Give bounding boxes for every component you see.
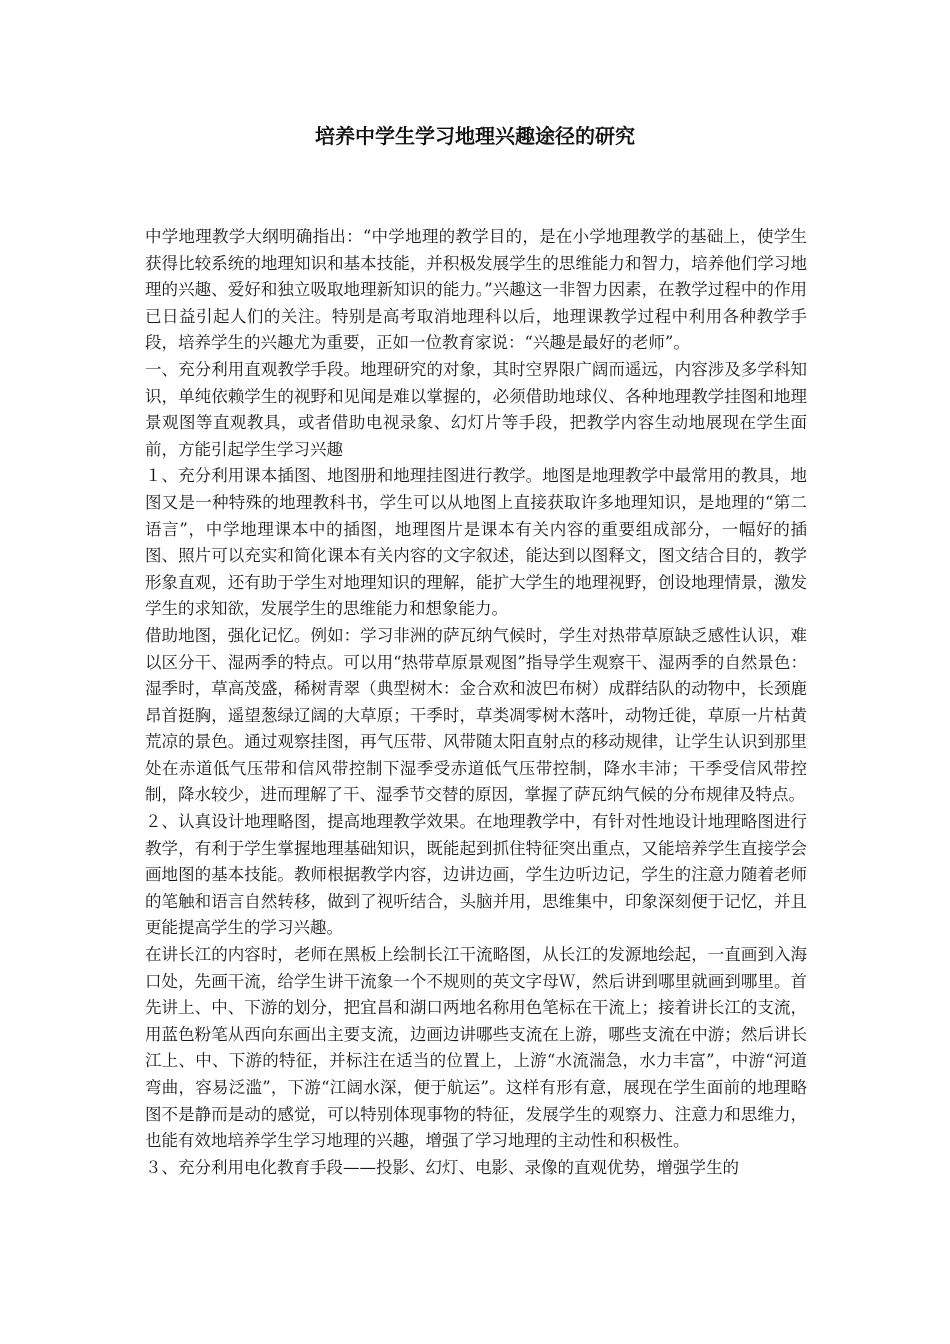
paragraph-section-one: 一、充分利用直观教学手段。地理研究的对象，其时空界限广阔而遥远，内容涉及多学科知识，单纯依赖学生的视野和见闻是难以掌握的，必须借助地球仪、各种地理教学挂图和地理景观图等直观教具，或者借助电视录象、幻灯片等手段，把教学内容生动地展现在学生面前，方能引起学生学习兴趣 — [145, 359, 807, 459]
paragraph-intro: 中学地理教学大纲明确指出：“中学地理的教学目的，是在小学地理教学的基础上，使学生获得比较系统的地理知识和基本技能，并积极发展学生的思维能力和智力，培养他们学习地理的兴趣、爱好和独立吸取地理新知识的能力。”兴趣这一非智力因素，在教学过程中的作用已日益引起人们的关注。特别是高考取消地理科以后，地理课教学过程中利用各种教学手段，培养学生的兴趣尤为重要，正如一位教育家说：“兴趣是最好的老师”。 — [145, 227, 807, 353]
paragraph-item-two: ２、认真设计地理略图，提高地理教学效果。在地理教学中，有针对性地设计地理略图进行教学，有利于学生掌握地理基础知识，既能起到抓住特征突出重点，又能培养学生直接学会画地图的基本技能。教师根据教学内容，边讲边画，学生边听边记，学生的注意力随着老师的笔触和语言自然转移，做到了视听结合，头脑并用，思维集中，印象深刻便于记忆，并且更能提高学生的学习兴趣。 — [145, 812, 807, 938]
paragraph-item-three: ３、充分利用电化教育手段——投影、幻灯、电影、录像的直观优势，增强学生的 — [145, 1157, 739, 1177]
document-title: 培养中学生学习地理兴趣途径的研究 — [315, 124, 635, 148]
document-body — [145, 224, 807, 1181]
paragraph-item-one: １、充分利用课本插图、地图册和地理挂图进行教学。地图是地理教学中最常用的教具，地图又是一种特殊的地理教科书，学生可以从地图上直接获取许多地理知识，是地理的“第二语言”，中学地理课本中的插图，地理图片是课本有关内容的重要组成部分，一幅好的插图、照片可以充实和简化课本有关内容的文字叙述，能达到以图释文，图文结合目的，教学形象直观，还有助于学生对地理知识的理解，能扩大学生的地理视野，创设地理情景，激发学生的求知欲，发展学生的思维能力和想象能力。 — [145, 466, 807, 619]
paragraph-yangtze-example: 在讲长江的内容时，老师在黑板上绘制长江干流略图，从长江的发源地绘起，一直画到入海口处，先画干流，给学生讲干流象一个不规则的英文字母Ｗ，然后讲到哪里就画到哪里。首先讲上、中、下游的划分，把宜昌和湖口两地名称用色笔标在干流上；接着讲长江的支流，用蓝色粉笔从西向东画出主要支流，边画边讲哪些支流在上游，哪些支流在中游；然后讲长江上、中、下游的特征，并标注在适当的位置上，上游“水流湍急，水力丰富”，中游“河道弯曲，容易泛滥”，下游“江阔水深，便于航运”。这样有形有意，展现在学生面前的地理略图不是静而是动的感觉，可以特别体现事物的特征，发展学生的观察力、注意力和思维力，也能有效地培养学生学习地理的兴趣，增强了学习地理的主动性和积极性。 — [145, 945, 807, 1151]
paragraph-map-example: 借助地图，强化记忆。例如：学习非洲的萨瓦纳气候时，学生对热带草原缺乏感性认识，难以区分干、湿两季的特点。可以用“热带草原景观图”指导学生观察干、湿两季的自然景色：湿季时，草高茂盛，稀树青翠（典型树木：金合欢和波巴布树）成群结队的动物中，长颈鹿昂首挺胸，遥望葱绿辽阔的大草原；干季时，草类凋零树木落叶，动物迁徙，草原一片枯黄荒凉的景色。通过观察挂图，再气压带、风带随太阳直射点的移动规律，让学生认识到那里处在赤道低气压带和信风带控制下湿季受赤道低气压带控制，降水丰沛；干季受信风带控制，降水较少，进而理解了干、湿季节交替的原因，掌握了萨瓦纳气候的分布规律及特点。 — [145, 625, 807, 805]
